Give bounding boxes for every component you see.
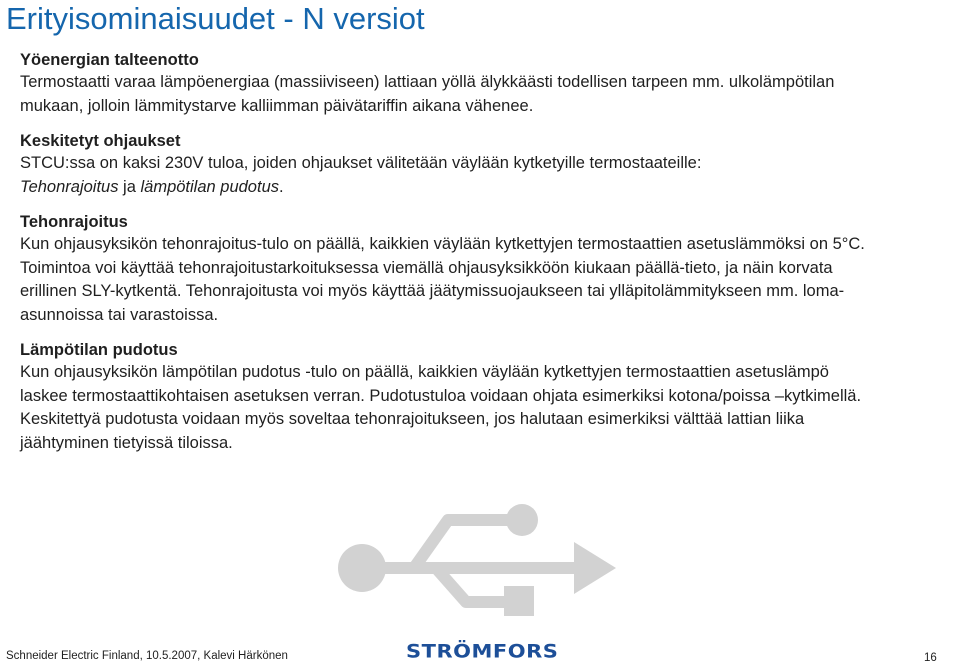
italic-term: lämpötilan pudotus [140, 177, 279, 196]
section-text-fragment: . [279, 177, 284, 196]
section-text: jäähtyminen tietyissä tiloissa. [20, 433, 233, 452]
section-text: Termostaatti varaa lämpöenergiaa (massiiviseen) lattiaan yöllä älykkäästi todellisen tarpeen mm. ulkolämpötilan [20, 73, 835, 91]
section-text: Kun ohjausyksikön tehonrajoitus-tulo on päällä, kaikkien väylään kytkettyjen termostaattien asetuslämmöksi on 5°C. [20, 235, 865, 253]
section-text: laskee termostaattikohtaisen asetuksen verran. Pudotustuloa voidaan ohjata esimerkiksi kotona/poissa –kytkimellä. [20, 386, 862, 405]
section-text [20, 176, 958, 200]
section-energy [20, 50, 958, 118]
section-heading: Lämpötilan pudotus [20, 341, 178, 359]
section-text: erillinen SLY-kytkentä. Tehonrajoitusta voi myös käyttää jäätymissuojaukseen tai ylläpitolämmitykseen mm. loma- [20, 282, 845, 300]
section-text: Toimintoa voi käyttää tehonrajoitustarkoituksessa viemällä ohjausyksikköön kiukaan päällä-tieto, ja näin korvata [20, 258, 833, 277]
slide-title: Erityisominaisuudet - N versiot [6, 1, 425, 36]
section-text: Kun ohjausyksikön lämpötilan pudotus -tulo on päällä, kaikkien väylään kytkettyjen termostaattien asetuslämpö [20, 363, 829, 381]
section-power-limit [20, 212, 958, 327]
section-temperature-drop [20, 340, 958, 455]
section-central [20, 131, 958, 199]
section-text: mukaan, jolloin lämmitystarve kalliimman päivätariffin aikana vähenee. [20, 96, 534, 115]
footer-credit: Schneider Electric Finland, 10.5.2007, Kalevi Härkönen [6, 650, 288, 662]
section-text: Keskitettyä pudotusta voidaan myös soveltaa tehonrajoitukseen, jos halutaan esimerkiksi välttää lattian liika [20, 410, 805, 428]
section-heading: Tehonrajoitus [20, 213, 128, 231]
stromfors-logo: STRÖMFORS [406, 640, 559, 662]
usb-icon [336, 480, 616, 624]
section-text: STCU:ssa on kaksi 230V tuloa, joiden ohjaukset välitetään väylään kytketyille termostaateille: [20, 154, 702, 172]
slide-content [20, 50, 958, 468]
section-text-fragment: ja [118, 177, 141, 196]
section-heading: Yöenergian talteenotto [20, 51, 199, 69]
section-text: asunnoissa tai varastoissa. [20, 305, 219, 324]
page-number: 16 [924, 652, 937, 664]
section-heading: Keskitetyt ohjaukset [20, 132, 181, 150]
italic-term: Tehonrajoitus [20, 177, 119, 196]
